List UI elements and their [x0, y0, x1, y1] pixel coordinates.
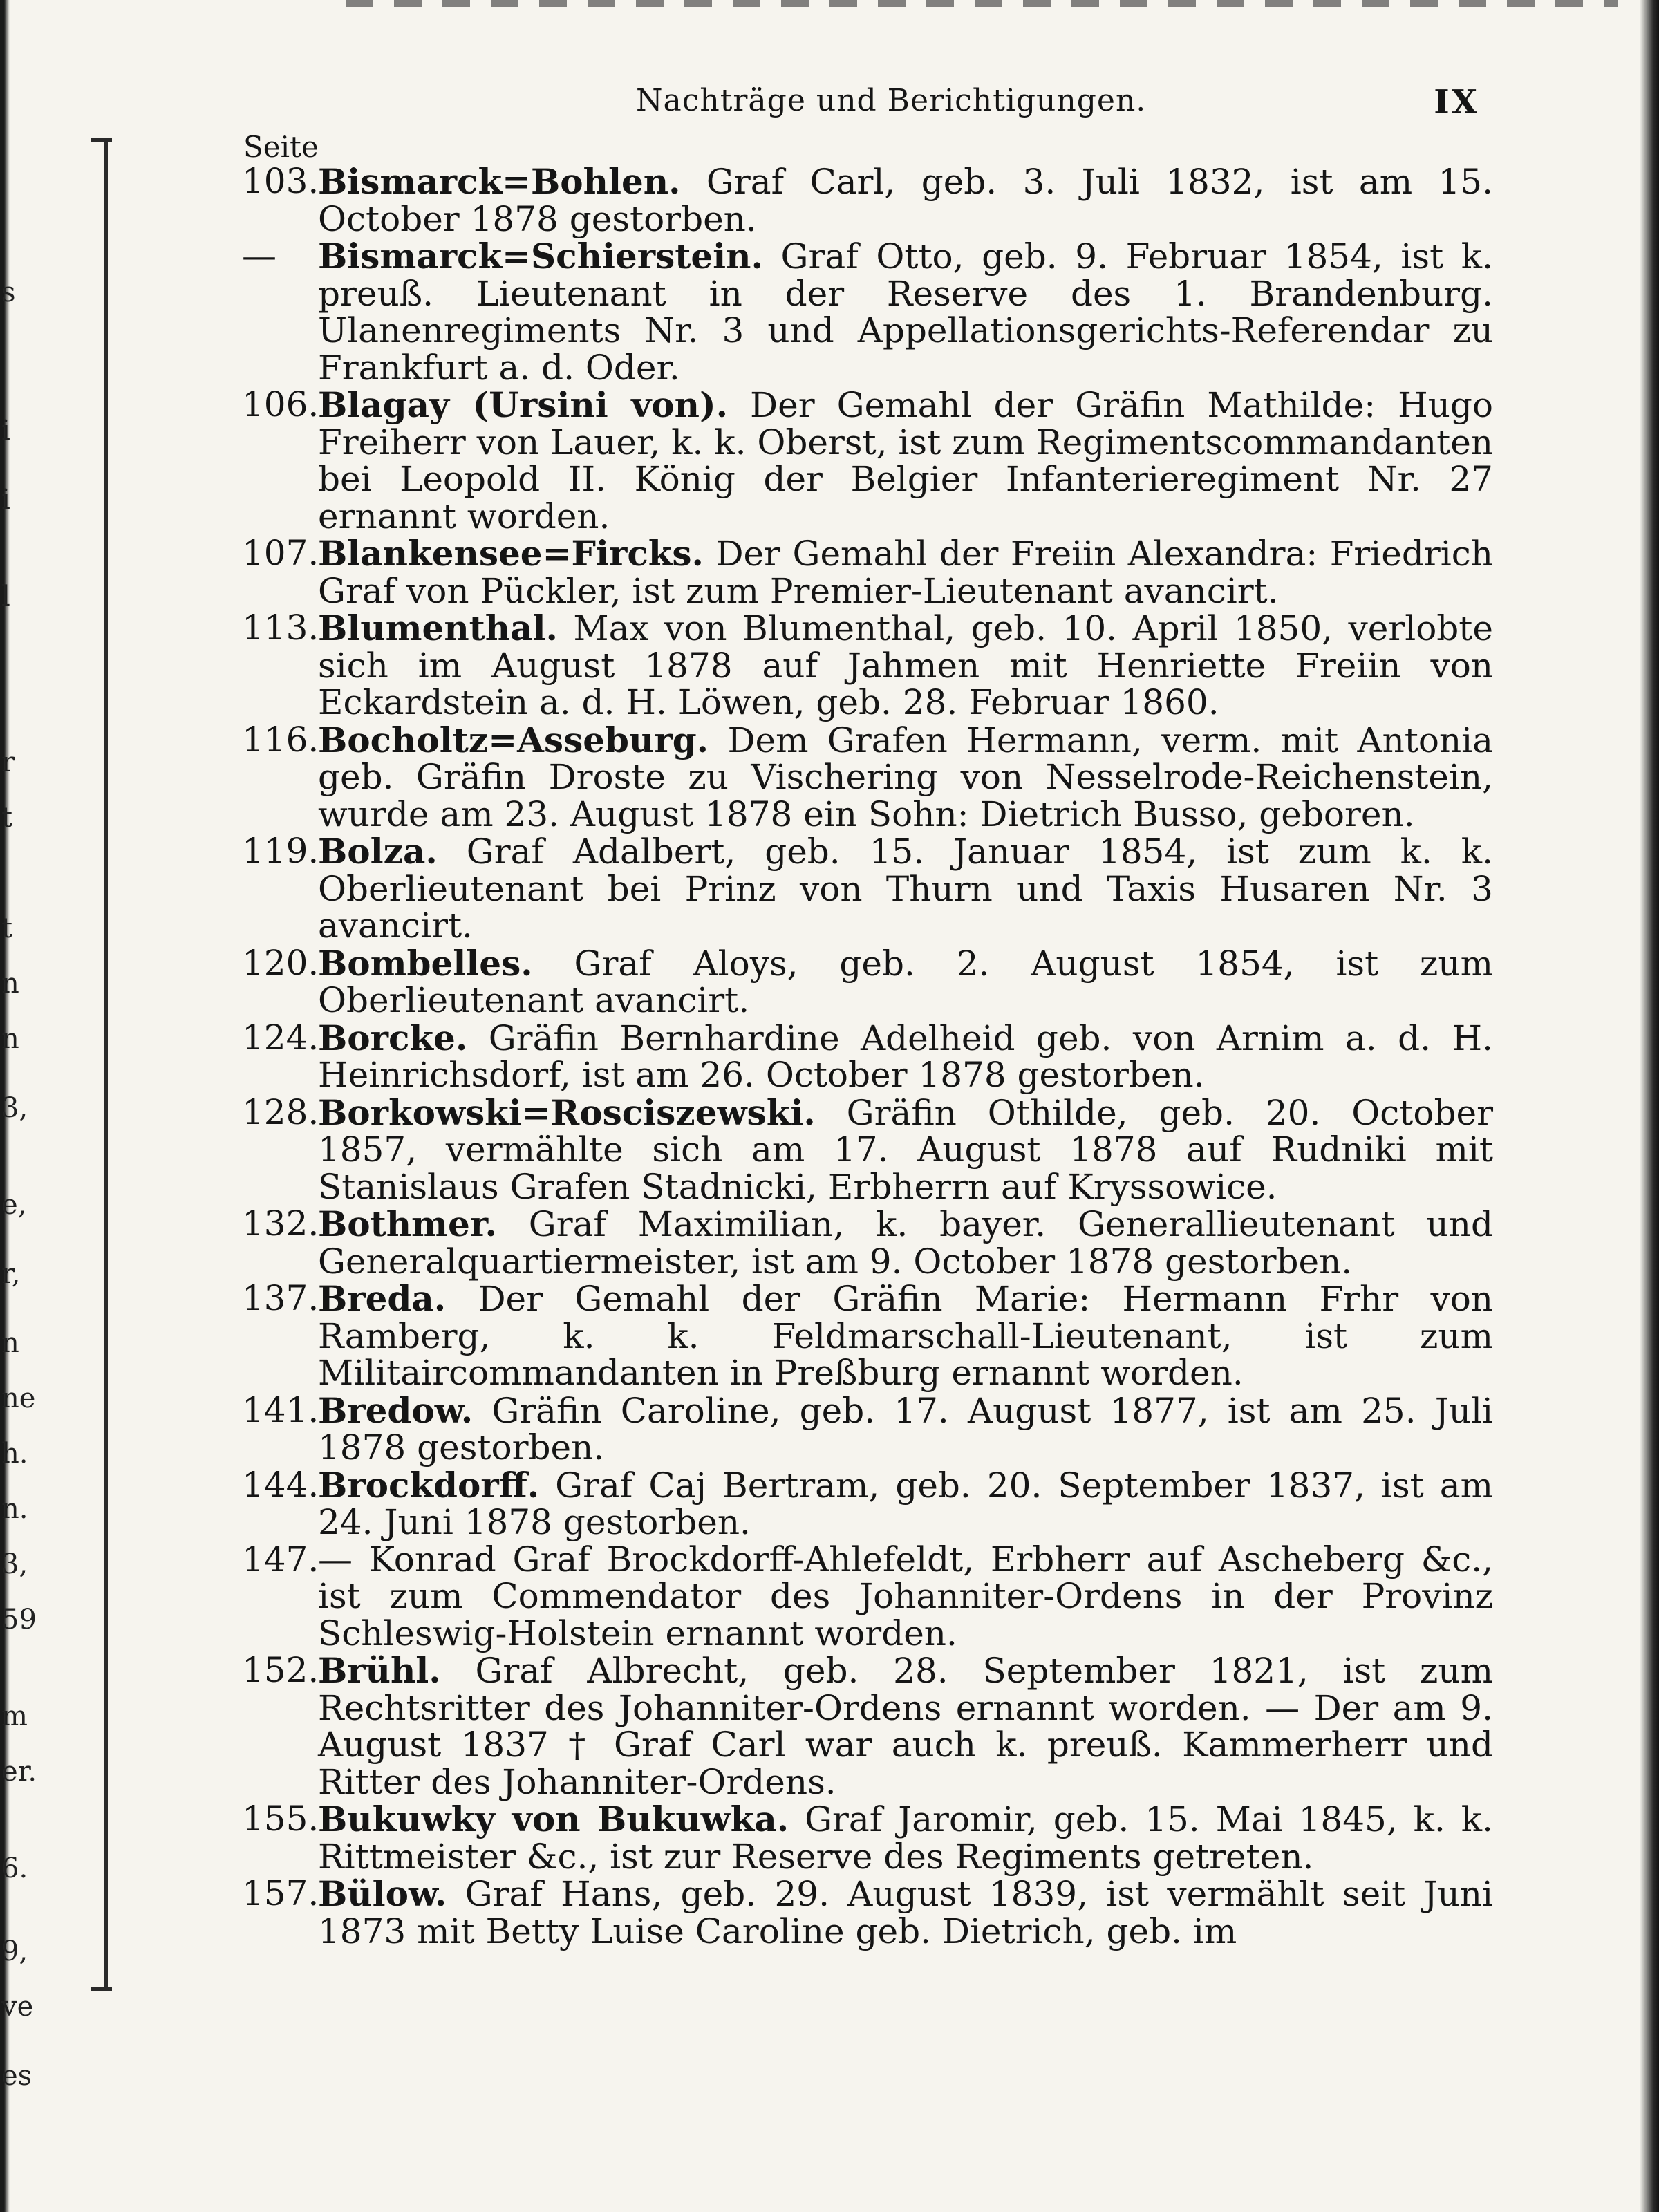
entry-text: Der Gemahl der Freiin Alexandra: Friedrich Graf von Pückler, ist zum Premier-Lieutenant avancirt.: [318, 534, 1493, 611]
entry-family-name: Bismarck=Schierstein.: [318, 236, 763, 276]
entry: [242, 1652, 1493, 1801]
entry-page-number: 106.: [242, 384, 319, 424]
entry: [242, 238, 1493, 386]
entry-page-number: 132.: [242, 1203, 319, 1244]
entry-text: Graf Carl, geb. 3. Juli 1832, ist am 15. October 1878 gestorben.: [318, 162, 1493, 239]
entry-page-number: 152.: [242, 1650, 319, 1690]
entry-family-name: Bothmer.: [318, 1203, 497, 1244]
entry-page-number: 144.: [242, 1464, 319, 1505]
entry: [242, 1203, 1493, 1282]
margin-fragment: n.: [1, 1493, 28, 1525]
entry-family-name: Breda.: [318, 1278, 447, 1319]
left-margin-fragments: [0, 0, 37, 2212]
page-number: IX: [1434, 83, 1479, 122]
entry-text: Der Gemahl der Gräfin Marie: Hermann Frhr von Ramberg, k. k. Feldmarschall-Lieutenant, ist zum Militaircommandanten in Preßburg ernannt worden.: [318, 1279, 1493, 1393]
entry-family-name: Borcke.: [318, 1017, 468, 1058]
entry-page-number: 103.: [242, 161, 319, 201]
entry-text: Gräfin Bernhardine Adelheid geb. von Arnim a. d. H. Heinrichsdorf, ist am 26. October 1878 gestorben.: [318, 1018, 1493, 1095]
margin-fragment: 6.: [1, 1853, 28, 1884]
entry: [242, 833, 1493, 945]
margin-fragment: h.: [1, 1438, 28, 1470]
entry: [242, 163, 1493, 238]
entry: [242, 942, 1493, 1020]
margin-fragment: ne: [1, 1382, 36, 1414]
entry-text: Max von Blumenthal, geb. 10. April 1850, verlobte sich im August 1878 auf Jahmen mit Henriette Freiin von Eckardstein a. d. H. Löwen, geb. 28. Februar 1860.: [318, 608, 1493, 722]
entry-page-number: 119.: [242, 831, 319, 871]
entry-family-name: Brühl.: [318, 1650, 441, 1691]
entry-page-number: 107.: [242, 533, 319, 573]
entry-page-number: —: [242, 236, 276, 276]
margin-fragment: l: [1, 581, 10, 612]
entry-page-number: 137.: [242, 1278, 319, 1318]
entry-family-name: Borkowski=Rosciszewski.: [318, 1091, 816, 1133]
margin-fragment: i: [1, 484, 10, 516]
entry-text: — Konrad Graf Brockdorff-Ahlefeldt, Erbherr auf Ascheberg &c., ist zum Commendator des Johanniter-Ordens in der Provinz Schleswig-Holstein ernannt worden.: [318, 1539, 1493, 1653]
running-title: Nachträge und Berichtigungen.: [636, 83, 1147, 118]
margin-fragment: 3,: [1, 1548, 28, 1580]
margin-fragment: 59: [1, 1604, 37, 1635]
entry: [242, 1280, 1493, 1392]
entry: [242, 1801, 1493, 1875]
entry-text: Graf Hans, geb. 29. August 1839, ist vermählt seit Juni 1873 mit Betty Luise Caroline geb. Dietrich, geb. im: [318, 1874, 1493, 1951]
margin-fragment: m: [1, 1700, 28, 1732]
entry: [242, 1017, 1493, 1095]
entry-text: Graf Jaromir, geb. 15. Mai 1845, k. k. Rittmeister &c., ist zur Reserve des Regiments getreten.: [318, 1799, 1493, 1877]
entry: [242, 386, 1493, 535]
entry: [242, 1541, 1493, 1653]
margin-fragment: e,: [1, 1189, 27, 1221]
entry-family-name: Bismarck=Bohlen.: [318, 161, 681, 202]
entry-page-number: 124.: [242, 1017, 319, 1058]
entry-family-name: Bülow.: [318, 1873, 447, 1914]
entry: [242, 1875, 1493, 1950]
entry-text: Graf Albrecht, geb. 28. September 1821, ist zum Rechtsritter des Johanniter-Ordens ernannt worden. — Der am 9. August 1837 † Graf Carl war auch k. preuß. Kammerherr und Ritter des Johanniter-Ordens.: [318, 1651, 1493, 1802]
top-page-edge: [346, 0, 1618, 7]
entry-family-name: Bukuwky von Bukuwka.: [318, 1799, 789, 1839]
margin-fragment: n: [1, 1023, 19, 1055]
margin-fragment: 9,: [1, 1936, 28, 1967]
margin-fragment: t: [1, 802, 13, 834]
entry-family-name: Bocholtz=Asseburg.: [318, 719, 709, 760]
margin-fragment: 3,: [1, 1092, 28, 1124]
page-header: [622, 83, 1479, 131]
entry-page-number: 155.: [242, 1799, 319, 1839]
right-page-edge: [1640, 0, 1659, 2212]
seite-label: Seite: [243, 130, 319, 164]
entry-page-number: 113.: [242, 608, 319, 648]
margin-fragment: es: [1, 2060, 32, 2092]
entry-text: Gräfin Othilde, geb. 20. October 1857, vermählte sich am 17. August 1878 auf Rudniki mit Stanislaus Grafen Stadnicki, Erbherrn auf Kryssowice.: [318, 1092, 1493, 1207]
entry-page-number: 128.: [242, 1091, 319, 1132]
margin-fragment: er.: [1, 1756, 37, 1788]
entry-family-name: Blagay (Ursini von).: [318, 384, 729, 425]
entry: [242, 610, 1493, 722]
entry-page-number: 141.: [242, 1389, 319, 1430]
entry-text: Der Gemahl der Gräfin Mathilde: Hugo Freiherr von Lauer, k. k. Oberst, ist zum Regimentscommandanten bei Leopold II. König der Belgier Infanterieregiment Nr. 27 ernannt worden.: [318, 385, 1494, 536]
entry: [242, 535, 1493, 610]
entry: [242, 1091, 1493, 1207]
entry-family-name: Blankensee=Fircks.: [318, 533, 704, 574]
entry-text: Dem Grafen Hermann, verm. mit Antonia geb. Gräfin Droste zu Vischering von Nesselrode-Reichenstein, wurde am 23. August 1878 ein Sohn: Dietrich Busso, geboren.: [318, 720, 1493, 834]
entry-family-name: Bombelles.: [318, 942, 533, 984]
entry-page-number: 147.: [242, 1539, 319, 1580]
margin-fragment: r: [1, 747, 15, 778]
entry-page-number: 120.: [242, 942, 319, 983]
entry: [242, 1389, 1493, 1468]
entry: [242, 719, 1493, 834]
margin-bracket-line: [104, 138, 108, 1991]
entry-text: Graf Caj Bertram, geb. 20. September 1837, ist am 24. Juni 1878 gestorben.: [318, 1465, 1493, 1542]
margin-fragment: i: [1, 415, 10, 447]
entry-text: Gräfin Caroline, geb. 17. August 1877, ist am 25. Juli 1878 gestorben.: [318, 1390, 1493, 1468]
margin-fragment: n: [1, 1327, 19, 1359]
margin-fragment: s: [1, 276, 16, 308]
entry-family-name: Bredow.: [318, 1389, 474, 1431]
entry-page-number: 116.: [242, 719, 319, 760]
entry-family-name: Brockdorff.: [318, 1464, 540, 1506]
entry-text: Graf Maximilian, k. bayer. Generallieutenant und Generalquartiermeister, ist am 9. October 1878 gestorben.: [318, 1204, 1493, 1282]
entry-family-name: Bolza.: [318, 831, 438, 872]
margin-fragment: ve: [1, 1991, 34, 2023]
entry-text: Graf Otto, geb. 9. Februar 1854, ist k. preuß. Lieutenant in der Reserve des 1. Brandenburg. Ulanenregiments Nr. 3 und Appellationsgerichts-Referendar zu Frankfurt a. d. Oder.: [318, 236, 1493, 388]
margin-fragment: r,: [1, 1258, 21, 1290]
entry-text: Graf Adalbert, geb. 15. Januar 1854, ist zum k. k. Oberlieutenant bei Prinz von Thurn und Taxis Husaren Nr. 3 avancirt.: [318, 832, 1493, 946]
margin-fragment: n: [1, 968, 19, 1000]
margin-fragment: t: [1, 912, 13, 944]
entry-text: Graf Aloys, geb. 2. August 1854, ist zum Oberlieutenant avancirt.: [318, 943, 1493, 1020]
entry-page-number: 157.: [242, 1873, 319, 1913]
entry-family-name: Blumenthal.: [318, 608, 558, 648]
entry-list: [242, 163, 1493, 1950]
entry: [242, 1464, 1493, 1542]
